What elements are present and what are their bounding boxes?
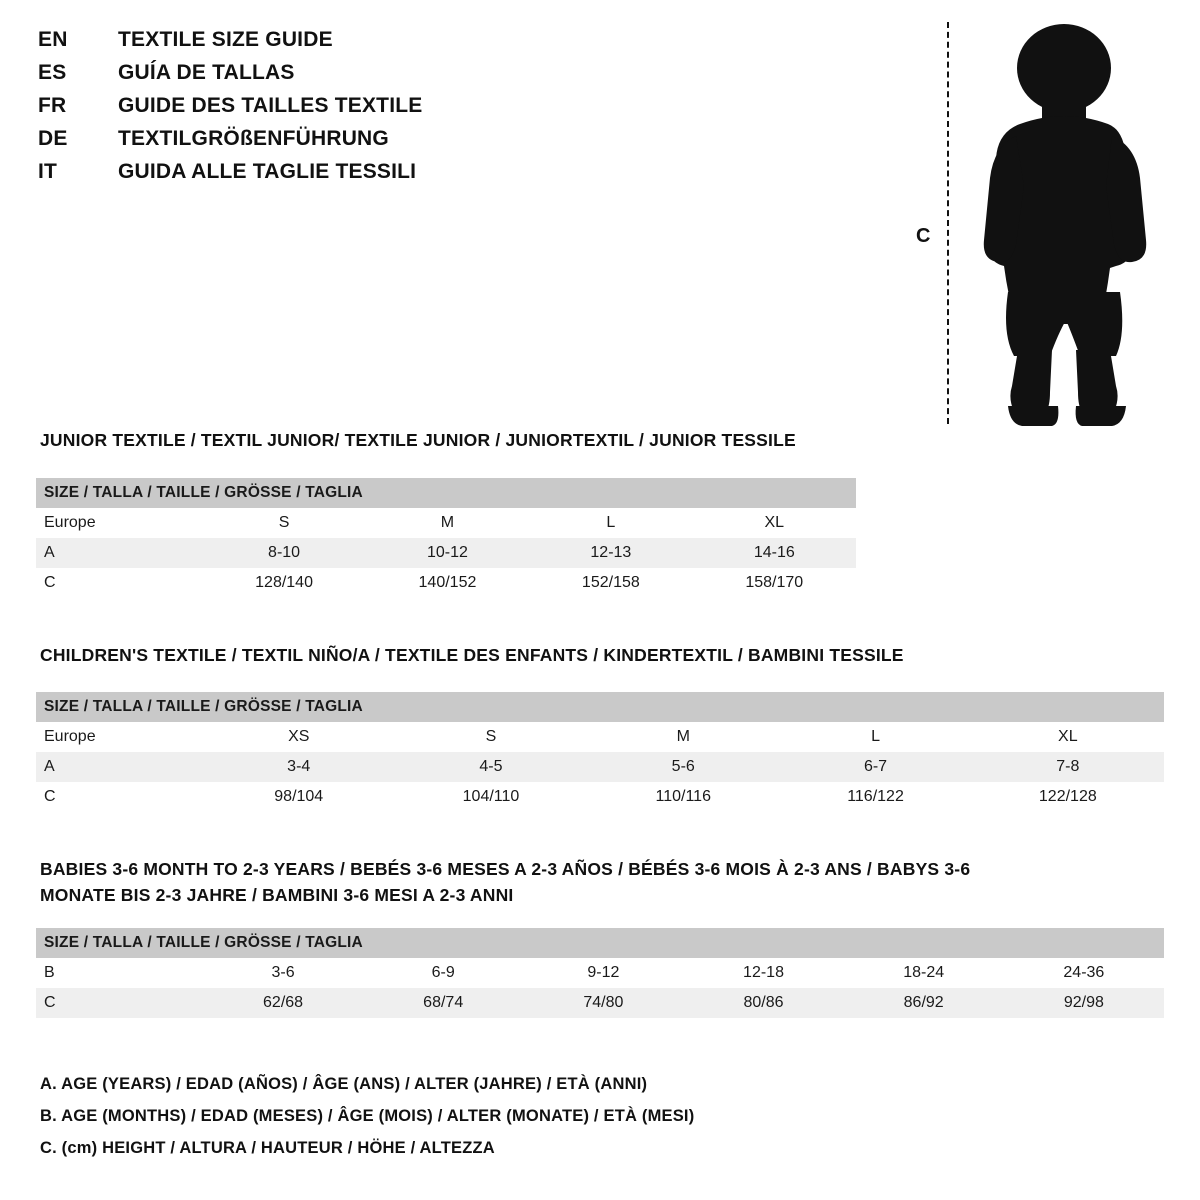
table-row — [36, 538, 856, 568]
cell-value: 110/116 — [655, 788, 711, 805]
cell-value: 6-7 — [863, 758, 888, 775]
language-code-de: DE — [38, 127, 68, 150]
cell-value: 116/122 — [847, 788, 904, 805]
cell-value: 3-6 — [271, 964, 295, 981]
height-marker-label: C — [916, 225, 931, 247]
cell-value: 3-4 — [287, 758, 311, 775]
cell-value: M — [440, 514, 455, 531]
cell-value: 10-12 — [427, 544, 468, 561]
title-block — [38, 28, 598, 193]
babies-band-label: SIZE / TALLA / TAILLE / GRÖSSE / TAGLIA — [36, 928, 1164, 958]
cell-value: 4-5 — [479, 758, 503, 775]
language-code-it: IT — [38, 160, 58, 183]
cell-value: 74/80 — [583, 994, 624, 1011]
junior-size-table — [36, 478, 856, 598]
table-row — [36, 988, 1164, 1018]
cell-value: S — [278, 514, 290, 531]
title-row-en — [38, 28, 598, 61]
babies-size-table — [36, 928, 1164, 1018]
cell-value: XL — [764, 514, 785, 531]
section-heading-children: CHILDREN'S TEXTILE / TEXTIL NIÑO/A / TEXTILE DES ENFANTS / KINDERTEXTIL / BAMBINI TESSILE — [40, 645, 904, 665]
table-row — [36, 958, 1164, 988]
cell-value: 8-10 — [268, 544, 301, 561]
table-row — [36, 782, 1164, 812]
cell-value: 12-18 — [743, 964, 784, 981]
row-label: A — [44, 544, 55, 561]
junior-band-label: SIZE / TALLA / TAILLE / GRÖSSE / TAGLIA — [36, 478, 856, 508]
cell-value: 140/152 — [418, 574, 477, 591]
title-text-es: GUÍA DE TALLAS — [118, 61, 295, 84]
cell-value: 80/86 — [743, 994, 784, 1011]
cell-value: 128/140 — [255, 574, 313, 591]
cell-value: 12-13 — [590, 544, 632, 561]
footnotes-block — [40, 1068, 1040, 1164]
row-label: C — [44, 574, 56, 591]
cell-value: XL — [1058, 728, 1078, 745]
cell-value: L — [606, 514, 616, 531]
table-band-row — [36, 692, 1164, 722]
height-figure — [900, 10, 1180, 430]
cell-value: 92/98 — [1063, 994, 1104, 1011]
table-band-row — [36, 478, 856, 508]
cell-value: 5-6 — [671, 758, 695, 775]
section-heading-junior: JUNIOR TEXTILE / TEXTIL JUNIOR/ TEXTILE JUNIOR / JUNIORTEXTIL / JUNIOR TESSILE — [40, 430, 796, 450]
cell-value: 122/128 — [1038, 788, 1097, 805]
language-code-es: ES — [38, 61, 67, 84]
cell-value: 158/170 — [745, 574, 804, 591]
title-row-de — [38, 127, 598, 160]
language-code-fr: FR — [38, 94, 67, 117]
height-dashed-line — [947, 22, 949, 424]
language-code-en: EN — [38, 28, 68, 51]
title-text-fr: GUIDE DES TAILLES TEXTILE — [118, 94, 423, 117]
children-band-label: SIZE / TALLA / TAILLE / GRÖSSE / TAGLIA — [36, 692, 1164, 722]
title-row-fr — [38, 94, 598, 127]
row-label: Europe — [44, 514, 96, 531]
child-silhouette-icon — [960, 20, 1160, 430]
footnote-c: C. (cm) HEIGHT / ALTURA / HAUTEUR / HÖHE / ALTEZZA — [40, 1139, 495, 1157]
cell-value: 86/92 — [903, 994, 944, 1011]
table-row — [36, 568, 856, 598]
row-label: B — [44, 964, 55, 981]
cell-value: 6-9 — [431, 964, 455, 981]
table-row — [36, 752, 1164, 782]
section-heading-babies: BABIES 3-6 MONTH TO 2-3 YEARS / BEBÉS 3-6 MESES A 2-3 AÑOS / BÉBÉS 3-6 MOIS À 2-3 ANS / BABYS 3-6 MONATE BIS 2-3 JAHRE / BAMBINI 3-6 MESI A 2-3 ANNI — [40, 859, 971, 905]
cell-value: 18-24 — [903, 964, 945, 981]
cell-value: 14-16 — [753, 544, 795, 561]
title-row-es — [38, 61, 598, 94]
cell-value: 62/68 — [263, 994, 304, 1011]
row-label: A — [44, 758, 55, 775]
title-text-en: TEXTILE SIZE GUIDE — [118, 28, 333, 51]
cell-value: L — [871, 728, 880, 745]
cell-value: M — [676, 728, 690, 745]
table-row — [36, 722, 1164, 752]
footnote-a: A. AGE (YEARS) / EDAD (AÑOS) / ÂGE (ANS) / ALTER (JAHRE) / ETÀ (ANNI) — [40, 1075, 648, 1093]
row-label: Europe — [44, 728, 96, 745]
title-row-it — [38, 160, 598, 193]
cell-value: S — [485, 728, 497, 745]
table-row — [36, 508, 856, 538]
table-band-row — [36, 928, 1164, 958]
cell-value: 68/74 — [423, 994, 464, 1011]
cell-value: 98/104 — [274, 788, 324, 805]
children-size-table — [36, 692, 1164, 812]
title-text-it: GUIDA ALLE TAGLIE TESSILI — [118, 160, 417, 183]
cell-value: 104/110 — [462, 788, 520, 805]
cell-value: 152/158 — [581, 574, 640, 591]
cell-value: 7-8 — [1056, 758, 1080, 775]
cell-value: 24-36 — [1063, 964, 1105, 981]
row-label: C — [44, 994, 56, 1011]
footnote-b: B. AGE (MONTHS) / EDAD (MESES) / ÂGE (MOIS) / ALTER (MONATE) / ETÀ (MESI) — [40, 1107, 695, 1125]
row-label: C — [44, 788, 56, 805]
title-text-de: TEXTILGRÖßENFÜHRUNG — [118, 127, 389, 150]
cell-value: 9-12 — [587, 964, 620, 981]
cell-value: XS — [288, 728, 310, 745]
